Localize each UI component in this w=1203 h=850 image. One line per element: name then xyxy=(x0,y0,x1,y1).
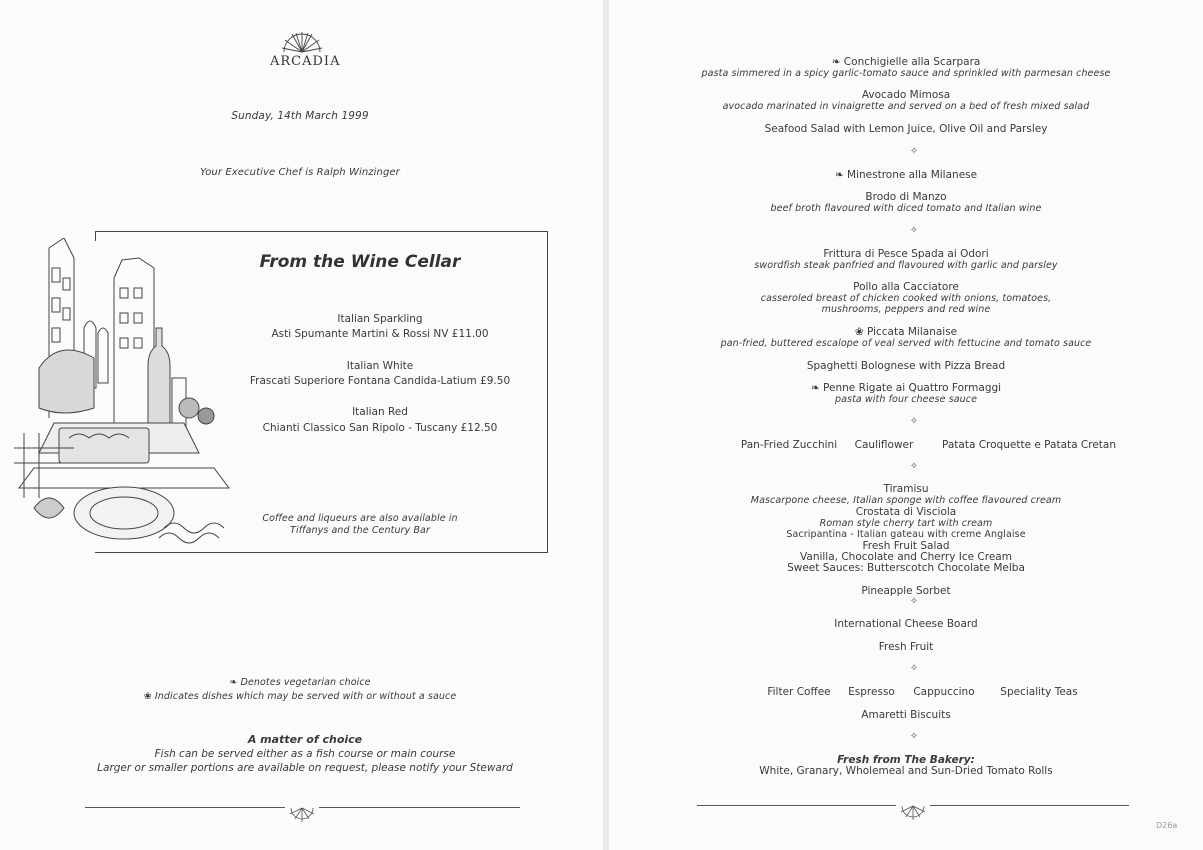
menu-item-desc: casseroled breast of chicken cooked with onions, tomatoes, xyxy=(760,293,1052,304)
dessert-line: Roman style cherry tart with cream xyxy=(819,518,993,529)
wine-box-corner xyxy=(95,231,96,241)
drink-item: Speciality Teas xyxy=(1000,686,1078,698)
divider-icon: ✧ xyxy=(909,146,919,157)
wine-note-line: Coffee and liqueurs are also available in xyxy=(262,513,458,524)
menu-item-desc: pasta with four cheese sauce xyxy=(834,394,978,405)
footer-ornament-icon xyxy=(285,806,319,824)
bakery-title: Fresh from The Bakery: xyxy=(837,754,975,766)
drink-item: Espresso xyxy=(848,686,895,698)
menu-date: Sunday, 14th March 1999 xyxy=(231,110,369,122)
vegetarian-legend: ❧ Denotes vegetarian choice xyxy=(229,677,371,688)
sunburst-icon xyxy=(280,30,324,54)
menu-item-desc: beef broth flavoured with diced tomato and Italian wine xyxy=(770,203,1042,214)
menu-item-desc: pasta simmered in a spicy garlic-tomato sauce and sprinkled with parmesan cheese xyxy=(701,68,1111,79)
chef-credit: Your Executive Chef is Ralph Winzinger xyxy=(200,167,400,178)
menu-item-name: Avocado Mimosa xyxy=(861,89,951,101)
menu-item-desc: swordfish steak panfried and flavoured with garlic and parsley xyxy=(754,260,1058,271)
wine-item: Asti Spumante Martini & Rossi NV £11.00 xyxy=(271,328,489,340)
dessert-line: Sacripantina - Italian gateau with creme Anglaise xyxy=(786,529,1026,540)
wine-note-line: Tiffanys and the Century Bar xyxy=(290,525,430,536)
wine-item: Chianti Classico San Ripolo - Tuscany £12.50 xyxy=(262,422,498,434)
vegetable-item: Cauliflower xyxy=(854,439,914,451)
menu-item-desc: mushrooms, peppers and red wine xyxy=(821,304,991,315)
divider-icon: ✧ xyxy=(909,461,919,472)
divider-icon: ✧ xyxy=(909,225,919,236)
logo-text: ARCADIA xyxy=(270,54,341,69)
right-menu-page xyxy=(609,0,1203,850)
dessert-line: Vanilla, Chocolate and Cherry Ice Cream xyxy=(800,551,1012,563)
wine-item: Frascati Superiore Fontana Candida-Latium £9.50 xyxy=(249,375,511,387)
choice-line: Larger or smaller portions are available on request, please notify your Steward xyxy=(97,762,513,774)
choice-title: A matter of choice xyxy=(247,733,363,746)
wine-category: Italian White xyxy=(346,360,414,372)
dessert-line: Sweet Sauces: Butterscotch Chocolate Melba xyxy=(787,562,1025,574)
choice-line: Fish can be served either as a fish course or main course xyxy=(154,748,456,760)
sorbet-item: Pineapple Sorbet xyxy=(861,585,951,597)
menu-item-name: ❀ Piccata Milanaise xyxy=(854,326,958,338)
dessert-line: Mascarpone cheese, Italian sponge with coffee flavoured cream xyxy=(750,495,1062,506)
drink-item: Filter Coffee xyxy=(767,686,831,698)
dessert-line: Crostata di Visciola xyxy=(855,506,957,518)
biscuits-item: Amaretti Biscuits xyxy=(861,709,951,721)
dessert-line: Tiramisu xyxy=(883,483,929,495)
wine-cellar-box xyxy=(95,231,548,553)
sauce-legend: ❀ Indicates dishes which may be served with or without a sauce xyxy=(143,691,457,702)
menu-item-name: Seafood Salad with Lemon Juice, Olive Oil and Parsley xyxy=(764,123,1048,135)
menu-item-name: Frittura di Pesce Spada ai Odori xyxy=(823,248,989,260)
wine-category: Italian Sparkling xyxy=(337,313,423,325)
dessert-line: Fresh Fruit Salad xyxy=(862,540,950,552)
drink-item: Cappuccino xyxy=(913,686,975,698)
divider-icon: ✧ xyxy=(909,731,919,742)
bakery-items: White, Granary, Wholemeal and Sun-Dried Tomato Rolls xyxy=(759,765,1053,777)
arcadia-logo xyxy=(270,30,341,69)
vegetable-item: Patata Croquette e Patata Cretan xyxy=(941,439,1116,451)
fruit-item: Fresh Fruit xyxy=(878,641,934,653)
menu-item-desc: avocado marinated in vinaigrette and served on a bed of fresh mixed salad xyxy=(722,101,1090,112)
menu-item-desc: pan-fried, buttered escalope of veal served with fettucine and tomato sauce xyxy=(720,338,1092,349)
page-code: D26a xyxy=(1156,821,1178,830)
menu-item-name: ❧ Penne Rigate ai Quattro Formaggi xyxy=(810,382,1002,394)
menu-item-name: Pollo alla Cacciatore xyxy=(853,281,959,293)
divider-icon: ✧ xyxy=(909,663,919,674)
wine-title: From the Wine Cellar xyxy=(259,252,461,272)
menu-item-name: Brodo di Manzo xyxy=(865,191,947,203)
menu-item-name: ❧ Minestrone alla Milanese xyxy=(834,169,978,181)
footer-ornament-icon xyxy=(896,804,930,822)
menu-item-name: Spaghetti Bolognese with Pizza Bread xyxy=(806,360,1006,372)
menu-item-name: ❧ Conchigielle alla Scarpara xyxy=(831,56,981,68)
wine-category: Italian Red xyxy=(352,406,408,418)
vegetable-item: Pan-Fried Zucchini xyxy=(740,439,838,451)
divider-icon: ✧ xyxy=(909,596,919,607)
cheese-item: International Cheese Board xyxy=(834,618,978,630)
divider-icon: ✧ xyxy=(909,416,919,427)
